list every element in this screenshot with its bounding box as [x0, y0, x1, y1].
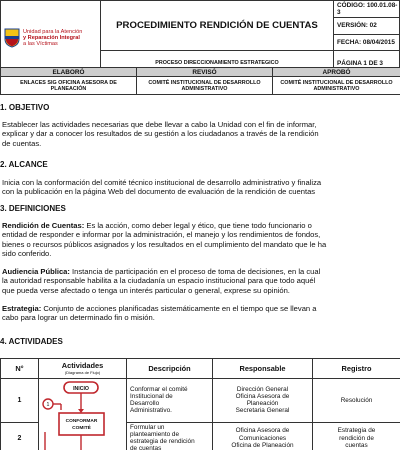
- section-heading-objetivo: 1. OBJETIVO: [0, 103, 50, 112]
- definition-line: sido conferido.: [2, 248, 52, 258]
- definition-text: Es la acción, como deber legal y ético, que tiene todo funcionario o: [84, 221, 312, 230]
- definition-line: la autoridad responsable habilita a la ciudadanía un espacio institucional para que todo aquél: [2, 276, 316, 286]
- definition-line: [2, 304, 398, 313]
- description-line: Institucional de: [130, 393, 173, 401]
- objetivo-line: de cuentas.: [2, 138, 42, 148]
- definition-line: que pueda verse afectado o tenga un interés particular o general, exprese su opinión.: [2, 285, 290, 295]
- objetivo-line: Establecer las actividades necesarias que debe llevar a cabo la Unidad con el fin de informar,: [2, 120, 317, 129]
- definition-term: Audiencia Pública:: [2, 267, 70, 276]
- document-title: PROCEDIMIENTO RENDICIÓN DE CUENTAS: [101, 1, 334, 51]
- definition-line: [2, 267, 398, 276]
- logo-line-1: Unidad para la Atención: [23, 28, 83, 35]
- flow-connector-label: 1: [46, 402, 50, 408]
- signoff-value-reviso: COMITÉ INSTITUCIONAL DE DESARROLLO ADMINISTRATIVO: [137, 77, 273, 95]
- flowchart-cell: [39, 379, 127, 450]
- record-line: cuentas: [345, 441, 368, 449]
- description-line: planteamiento de: [130, 431, 180, 439]
- col-header-registro: Registro: [313, 359, 400, 379]
- signoff-label-elaboro: ELABORÓ: [1, 68, 137, 77]
- flow-start-node: [64, 382, 98, 393]
- description-line: Desarrollo: [130, 400, 160, 408]
- logo-cell: [1, 1, 101, 76]
- col-header-actividades-sub: (Diagrama de Flujo): [64, 369, 101, 375]
- unidad-victimas-logo: [4, 28, 97, 48]
- signoff-value-aprobo: COMITÉ INSTITUCIONAL DE DESARROLLO ADMINISTRATIVO: [273, 77, 400, 95]
- responsible-line: Planeación: [246, 400, 279, 408]
- process-name: PROCESO DIRECCIONAMIENTO ESTRATEGICO: [101, 51, 334, 76]
- page-number: PÁGINA 1 DE 3: [334, 51, 400, 76]
- col-header-actividades-label: Actividades: [61, 360, 104, 370]
- colombia-shield-icon: [4, 28, 20, 48]
- objetivo-text: [2, 120, 398, 148]
- row-responsible: [213, 422, 313, 450]
- record-line: rendición de: [339, 434, 374, 442]
- col-header-responsable: Responsable: [213, 359, 313, 379]
- description-line: Administrativo.: [130, 407, 172, 415]
- description-line: Formular un: [130, 423, 165, 431]
- record-line: Estrategia de: [337, 427, 376, 435]
- responsible-line: Dirección General: [236, 385, 289, 393]
- document-header: [0, 0, 400, 76]
- col-header-descripcion: Descripción: [127, 359, 213, 379]
- row-number: 1: [1, 379, 39, 423]
- definition-line: [2, 221, 398, 230]
- definition-line: bienes o recursos públicos asignados y los resultados en el cumplimiento del mandato que le ha: [2, 239, 327, 249]
- col-header-n: N°: [1, 359, 39, 379]
- row-record: Resolución: [313, 379, 400, 423]
- document-date: FECHA: 08/04/2015: [334, 34, 400, 51]
- logo-line-2: y Reparación Integral: [23, 34, 80, 41]
- alcance-line: con la publicación en la página Web del documento de evaluación de la rendición de cuentas: [2, 187, 316, 197]
- description-line: Conformar el comité: [130, 385, 188, 393]
- definition-term: Estrategia:: [2, 304, 42, 313]
- document-version: VERSIÓN: 02: [334, 17, 400, 34]
- table-row: [1, 379, 400, 423]
- flow-process-conformar-comite: [59, 413, 104, 435]
- alcance-text: [2, 178, 398, 197]
- signoff-label-reviso: REVISÓ: [137, 68, 273, 77]
- section-heading-definiciones: 3. DEFINICIONES: [0, 204, 66, 213]
- row-record: [313, 422, 400, 450]
- row-responsible: [213, 379, 313, 423]
- col-header-actividades: [39, 359, 127, 379]
- responsible-line: Comunicaciones: [238, 434, 287, 442]
- definition-estrategia: [2, 304, 398, 323]
- flow-connector: [43, 399, 53, 409]
- flowchart-diagram: [39, 379, 127, 450]
- activities-table: [0, 358, 400, 450]
- responsible-line: Oficina Asesora de: [235, 427, 290, 435]
- responsible-line: Oficina de Planeación: [231, 441, 294, 449]
- definition-line: cabo para lograr un determinado fin o misión.: [2, 313, 155, 323]
- section-heading-actividades: 4. ACTIVIDADES: [0, 337, 63, 346]
- description-line: estrategia de rendición: [130, 438, 195, 446]
- signoff-label-aprobo: APROBÓ: [273, 68, 400, 77]
- section-heading-alcance: 2. ALCANCE: [0, 160, 48, 169]
- definition-line: entidad de responder e informar por la administración, el manejo y los rendimientos de fondos,: [2, 230, 321, 240]
- row-description: [127, 379, 213, 423]
- description-line: de cuentas: [130, 445, 162, 450]
- row-number: 2: [1, 422, 39, 450]
- flow-start-label: INICIO: [73, 386, 89, 392]
- definition-rendicion: [2, 221, 398, 258]
- row-description: [127, 422, 213, 450]
- alcance-line: Inicia con la conformación del comité técnico institucional de desarrollo administrativo y finaliza: [2, 178, 322, 187]
- signoff-value-elaboro: ENLACES SIG OFICINA ASESORA DE PLANEACIÓN: [1, 77, 137, 95]
- flow-process-label-1: CONFORMAR: [65, 419, 98, 424]
- responsible-line: Oficina Asesora de: [235, 393, 290, 401]
- responsible-line: Secretaria General: [235, 407, 290, 415]
- definition-term: Rendición de Cuentas:: [2, 221, 85, 230]
- flow-process-label-2: COMITÉ: [72, 426, 91, 431]
- definition-text: Conjunto de acciones planificadas sistemáticamente en el tiempo que se llevan a: [41, 304, 317, 313]
- objetivo-line: explicar y dar a conocer los resultados de su gestión a los ciudadanos a través de la rendición: [2, 129, 319, 139]
- signoff-table: [0, 67, 400, 95]
- document-code: CÓDIGO: 100.01.08-3: [334, 1, 400, 18]
- definition-text: Instancia de participación en el proceso de toma de decisiones, en la cual: [69, 267, 321, 276]
- definition-audiencia: [2, 267, 398, 295]
- logo-line-3: a las Víctimas: [23, 41, 58, 48]
- logo-text: [23, 29, 82, 48]
